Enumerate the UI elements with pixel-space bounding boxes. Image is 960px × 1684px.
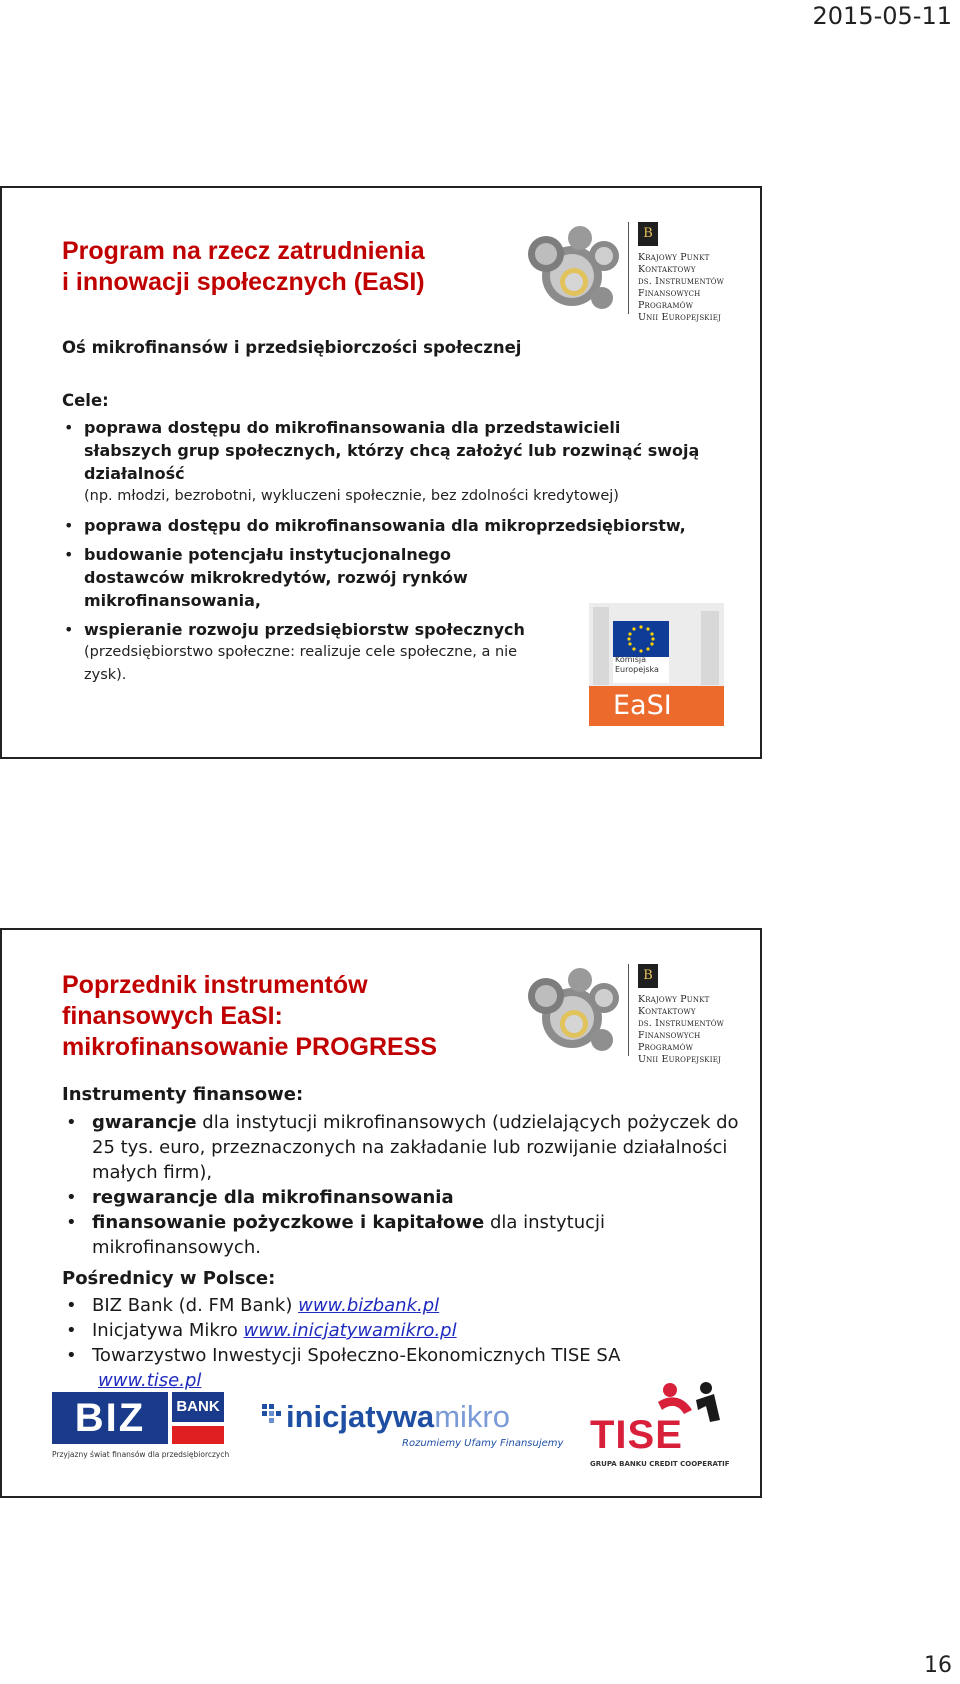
list-item bbox=[62, 1185, 742, 1210]
intermediary-logos bbox=[52, 1392, 732, 1482]
list-item-text: poprawa dostępu do mikrofinansowania dla przedstawicieli słabszych grup społecznych, którzy chcą założyć lub rozwinąć swoją działalność bbox=[84, 418, 700, 483]
list-item-text: budowanie potencjału instytucjonalnego dostawców mikrokredytów, rozwój rynków mikrofinansowania, bbox=[84, 545, 468, 610]
krajowy-punkt-logo bbox=[518, 960, 750, 1070]
easi-label: EaSI bbox=[589, 686, 724, 726]
emblem-icon: B bbox=[638, 222, 658, 246]
mikro-tagline: Rozumiemy Ufamy Finansujemy bbox=[402, 1438, 564, 1449]
section-subtitle: Oś mikrofinansów i przedsiębiorczości społecznej bbox=[62, 338, 522, 357]
logo-line: Programów bbox=[638, 1042, 694, 1053]
goals-label: Cele: bbox=[62, 391, 109, 410]
emblem-icon: B bbox=[638, 964, 658, 988]
page-number: 16 bbox=[924, 1653, 952, 1678]
list-item bbox=[62, 514, 712, 537]
list-item bbox=[62, 1210, 742, 1260]
logo-line: Kontaktowy bbox=[638, 1006, 696, 1017]
list-item-text: wspieranie rozwoju przedsiębiorstw społecznych bbox=[84, 620, 525, 639]
eu-commission-name bbox=[615, 655, 675, 675]
logo-line: Finansowych bbox=[638, 1030, 701, 1041]
list-item bbox=[62, 1110, 742, 1185]
bizbank-logo bbox=[52, 1392, 230, 1464]
page-date: 2015-05-11 bbox=[812, 2, 952, 30]
biz-tagline: Przyjazny świat finansów dla przedsiębiorczych bbox=[52, 1450, 230, 1459]
tise-link[interactable]: www.tise.pl bbox=[98, 1370, 202, 1391]
biz-bank-label: BANK bbox=[172, 1392, 224, 1422]
title-line: mikrofinansowanie PROGRESS bbox=[62, 1033, 438, 1061]
list-item-text: BIZ Bank (d. FM Bank) bbox=[92, 1295, 299, 1316]
list-item-text: poprawa dostępu do mikrofinansowania dla mikroprzedsiębiorstw, bbox=[84, 516, 686, 535]
inicjatywamikro-link[interactable]: www.inicjatywamikro.pl bbox=[243, 1320, 457, 1341]
logo-divider bbox=[628, 964, 629, 1056]
list-item-note: (przedsiębiorstwo społeczne: realizuje cele społeczne, a nie zysk). bbox=[84, 644, 518, 683]
list-item-text: dla instytucji mikrofinansowych (udzielających pożyczek do 25 tys. euro, przeznaczonych na zakładanie lub rozwijanie działalności małych firm), bbox=[92, 1112, 739, 1183]
list-item-text: Towarzystwo Inwestycji Społeczno-Ekonomicznych TISE SA bbox=[92, 1345, 621, 1366]
gears-coin-icon bbox=[518, 218, 626, 318]
logo-line: Krajowy Punkt bbox=[638, 994, 710, 1005]
logo-line: Unii Europejskiej bbox=[638, 1054, 722, 1065]
list-item bbox=[62, 1293, 742, 1318]
biz-letters: BIZ bbox=[52, 1392, 168, 1444]
logo-line: Kontaktowy bbox=[638, 264, 696, 275]
list-item bbox=[62, 416, 712, 508]
title-line: Poprzednik instrumentów bbox=[62, 971, 368, 999]
list-item bbox=[62, 618, 544, 687]
mikro-word-1: inicjatywa bbox=[286, 1399, 435, 1434]
list-item-text: dla instytucji mikrofinansowych. bbox=[92, 1212, 606, 1258]
logo-line: Finansowych bbox=[638, 288, 701, 299]
instruments-label: Instrumenty finansowe: bbox=[62, 1084, 304, 1105]
slide-progress bbox=[0, 928, 762, 1498]
tise-tagline: GRUPA BANKU CREDIT COOPERATIF bbox=[590, 1460, 730, 1468]
krajowy-punkt-logo bbox=[518, 218, 750, 328]
list-item-text: Inicjatywa Mikro bbox=[92, 1320, 244, 1341]
bizbank-link[interactable]: www.bizbank.pl bbox=[298, 1295, 440, 1316]
list-item bbox=[62, 543, 554, 612]
slide-title bbox=[62, 236, 425, 298]
inicjatywamikro-logo bbox=[262, 1400, 562, 1460]
logo-line: Krajowy Punkt bbox=[638, 252, 710, 263]
easi-logo bbox=[589, 593, 724, 726]
list-item-note: (np. młodzi, bezrobotni, wykluczeni społecznie, bez zdolności kredytowej) bbox=[84, 488, 619, 504]
title-line: i innowacji społecznych (EaSI) bbox=[62, 268, 425, 296]
list-item bbox=[62, 1318, 742, 1343]
list-item-bold: finansowanie pożyczkowe i kapitałowe bbox=[92, 1212, 485, 1233]
intermediaries-list bbox=[62, 1293, 742, 1393]
org-line: Europejska bbox=[615, 665, 659, 674]
gears-coin-icon bbox=[518, 960, 626, 1060]
list-item-bold: gwarancje bbox=[92, 1112, 197, 1133]
instruments-list bbox=[62, 1110, 742, 1260]
slide-easi bbox=[0, 186, 762, 759]
slide-title bbox=[62, 970, 437, 1063]
mikro-word-2: mikro bbox=[434, 1399, 510, 1434]
logo-line: Programów bbox=[638, 300, 694, 311]
logo-line: Unii Europejskiej bbox=[638, 312, 722, 323]
krajowy-punkt-text bbox=[638, 994, 758, 1066]
logo-divider bbox=[628, 222, 629, 314]
logo-line: ds. Instrumentów bbox=[638, 1018, 725, 1029]
org-line: Komisja bbox=[615, 655, 647, 664]
intermediaries-label: Pośrednicy w Polsce: bbox=[62, 1268, 276, 1289]
title-line: finansowych EaSI: bbox=[62, 1002, 283, 1030]
biz-red-bar bbox=[172, 1426, 224, 1444]
logo-line: ds. Instrumentów bbox=[638, 276, 725, 287]
tise-logo bbox=[584, 1380, 732, 1480]
krajowy-punkt-text bbox=[638, 252, 758, 324]
tise-name: TISE bbox=[590, 1413, 683, 1457]
dots-icon bbox=[262, 1404, 284, 1426]
list-item-bold: regwarancje dla mikrofinansowania bbox=[92, 1187, 454, 1208]
title-line: Program na rzecz zatrudnienia bbox=[62, 237, 425, 265]
